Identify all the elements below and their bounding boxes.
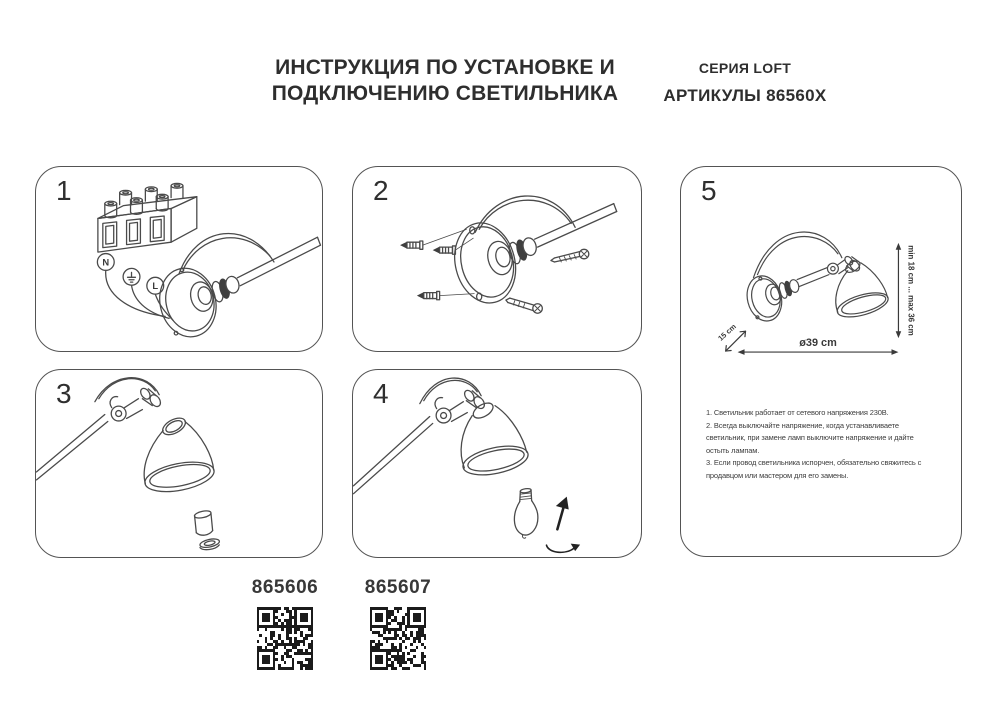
step4-bulb-installation-illustration (353, 370, 641, 557)
height-range-label: min 18 cm ... max 36 cm (906, 245, 916, 336)
step-panel-4 (352, 369, 642, 558)
hinge-joint (827, 260, 847, 274)
wire-terminal-labels (97, 254, 163, 295)
step-panel-1 (35, 166, 323, 352)
screw-icon (506, 298, 542, 313)
page-title-line2: ПОДКЛЮЧЕНИЮ СВЕТИЛЬНИКА (271, 82, 619, 105)
lampshade (460, 400, 530, 480)
wall-plug-icon (433, 238, 474, 254)
product-block (250, 577, 320, 670)
step2-mounting-illustration (353, 167, 641, 351)
lamp-socket (463, 389, 487, 411)
projection-label: 15 cm (716, 321, 738, 343)
socket-sleeve (194, 510, 213, 536)
rotate-arrow-icon (546, 544, 580, 553)
article-number: 865606 (251, 577, 319, 598)
wall-plate (153, 262, 241, 343)
lamp-arm (797, 268, 829, 287)
product-block (363, 577, 433, 670)
step-number-2: 2 (373, 175, 389, 206)
terminal-block-icon (98, 183, 197, 252)
article-number: 865607 (364, 577, 432, 598)
lampshade (142, 415, 216, 497)
step1-wiring-illustration (36, 167, 322, 351)
cord-loop (179, 234, 274, 274)
lamp-arm (37, 415, 108, 480)
step-panel-3 (35, 369, 323, 558)
safety-note: 3. Если провод светильника испорчен, обязательно свяжитесь с продавцом или мастером для его замены. (706, 458, 922, 480)
lampshade (835, 259, 891, 322)
wall-plate (447, 216, 539, 309)
step-number-5: 5 (701, 175, 717, 206)
page-title (245, 55, 645, 107)
step-number-4: 4 (373, 378, 389, 409)
diameter-dimension-arrow (738, 349, 899, 355)
line-wire-label: L (152, 280, 159, 292)
page-title-line1: ИНСТРУКЦИЯ ПО УСТАНОВКЕ И (275, 56, 615, 79)
articles-label: АРТИКУЛЫ 86560X (663, 86, 827, 105)
cord-loop (475, 196, 575, 232)
safety-notes (706, 407, 924, 482)
wall-plate (743, 272, 801, 324)
qr-code (370, 607, 427, 670)
safety-note: 2. Всегда выключайте напряжение, когда устанавливаете светильник, при замене ламп выключите напряжение и дайте остыть лампам. (706, 420, 914, 455)
step3-shade-assembly-illustration (36, 370, 322, 557)
diameter-label: ø39 cm (799, 337, 837, 350)
safety-note: 1. Светильник работает от сетевого напряжения 230В. (706, 408, 889, 417)
lamp-arm (535, 204, 617, 248)
wall-plug-icon (417, 291, 474, 299)
step5-dimensions-illustration (681, 167, 961, 556)
neutral-wire-label: N (102, 256, 110, 268)
hinge-joint (110, 397, 142, 421)
hinge-joint (435, 398, 467, 423)
cord-loop (753, 232, 841, 278)
arrow-up-icon (556, 497, 569, 530)
screw-icon (551, 249, 589, 262)
bulb-icon (514, 488, 537, 538)
series-block (635, 60, 855, 106)
lamp-socket (139, 387, 163, 409)
lamp-arm (354, 417, 433, 494)
step-number-1: 1 (56, 175, 72, 206)
step-number-3: 3 (56, 378, 72, 409)
qr-code (257, 607, 314, 670)
lamp-arm (237, 237, 320, 285)
earth-symbol-icon (128, 272, 136, 282)
height-dimension-arrow (896, 243, 902, 338)
retaining-ring (199, 537, 220, 549)
step-panel-5 (680, 166, 962, 557)
series-label: СЕРИЯ LOFT (698, 60, 792, 76)
step-panel-2 (352, 166, 642, 352)
